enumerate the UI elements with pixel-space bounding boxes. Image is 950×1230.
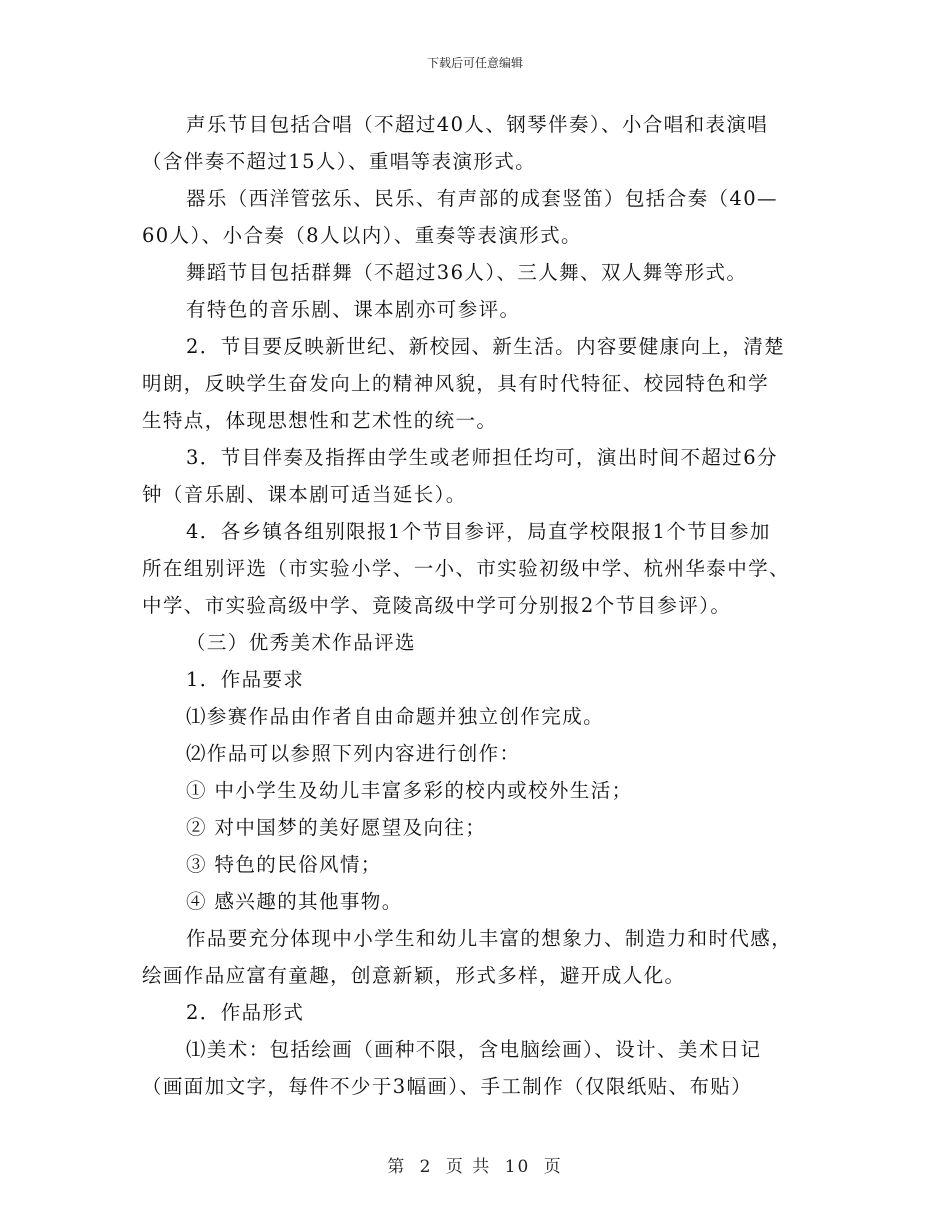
- paragraph-line: （画面加文字，每件不少于3幅画）、手工制作（仅限纸贴、布贴）: [142, 1075, 753, 1098]
- current-page-number: 2: [419, 1157, 433, 1177]
- list-item: ② 对中国梦的美好愿望及向往；: [186, 816, 487, 839]
- total-pages-number: 10: [504, 1157, 531, 1177]
- paragraph-line: 作品要充分体现中小学生和幼儿丰富的想象力、制造力和时代感，: [186, 927, 793, 950]
- list-item: ① 中小学生及幼儿丰富多彩的校内或校外生活；: [186, 779, 633, 802]
- section-heading: （三）优秀美术作品评选: [186, 631, 416, 654]
- paragraph-line: 中学、市实验高级中学、竟陵高级中学可分别报2个节目参评）。: [142, 594, 732, 617]
- paragraph-line: 生特点，体现思想性和艺术性的统一。: [142, 409, 498, 432]
- subsection-heading: 2．作品形式: [186, 1001, 305, 1024]
- paragraph-line: 声乐节目包括合唱（不超过40人、钢琴伴奏）、小合唱和表演唱: [186, 113, 769, 136]
- paragraph-line: 3．节目伴奏及指挥由学生或老师担任均可，演出时间不超过6分: [186, 446, 778, 469]
- footer-suffix: 页: [543, 1157, 563, 1177]
- page-header: 下载后可任意编辑: [426, 56, 523, 70]
- paragraph-line: 钟（音乐剧、课本剧可适当延长）。: [142, 483, 467, 506]
- paragraph-line: 2．节目要反映新世纪、新校园、新生活。内容要健康向上，清楚: [186, 335, 786, 358]
- list-item: ⑴参赛作品由作者自由命题并独立创作完成。: [186, 705, 605, 728]
- paragraph-line: 4．各乡镇各组别限报1个节目参评，局直学校限报1个节目参加: [186, 520, 771, 543]
- paragraph-line: 绘画作品应富有童趣，创意新颖，形式多样，避开成人化。: [142, 964, 686, 987]
- paragraph-line: （含伴奏不超过15人）、重唱等表演形式。: [142, 150, 537, 173]
- subsection-heading: 1．作品要求: [186, 668, 305, 691]
- page-footer: [0, 1152, 950, 1177]
- paragraph-line: 60人）、小合奏（8人以内）、重奏等表演形式。: [142, 224, 582, 247]
- paragraph-line: 有特色的音乐剧、课本剧亦可参评。: [186, 298, 521, 321]
- footer-prefix: 第: [387, 1157, 407, 1177]
- footer-middle: 页 共: [445, 1157, 492, 1177]
- list-item: ③ 特色的民俗风情；: [186, 853, 382, 876]
- document-body: [142, 106, 810, 1105]
- paragraph-line: 明朗，反映学生奋发向上的精神风貌，具有时代特征、校园特色和学: [142, 372, 770, 395]
- list-item: ⑴美术：包括绘画（画种不限，含电脑绘画）、设计、美术日记: [186, 1038, 762, 1061]
- list-item: ④ 感兴趣的其他事物。: [186, 890, 403, 913]
- list-item: ⑵作品可以参照下列内容进行创作：: [186, 742, 521, 765]
- paragraph-line: 所在组别评选（市实验小学、一小、市实验初级中学、杭州华泰中学、: [142, 557, 790, 580]
- paragraph-line: 器乐（西洋管弦乐、民乐、有声部的成套竖笛）包括合奏（40—: [186, 187, 778, 210]
- paragraph-line: 舞蹈节目包括群舞（不超过36人）、三人舞、双人舞等形式。: [186, 261, 748, 284]
